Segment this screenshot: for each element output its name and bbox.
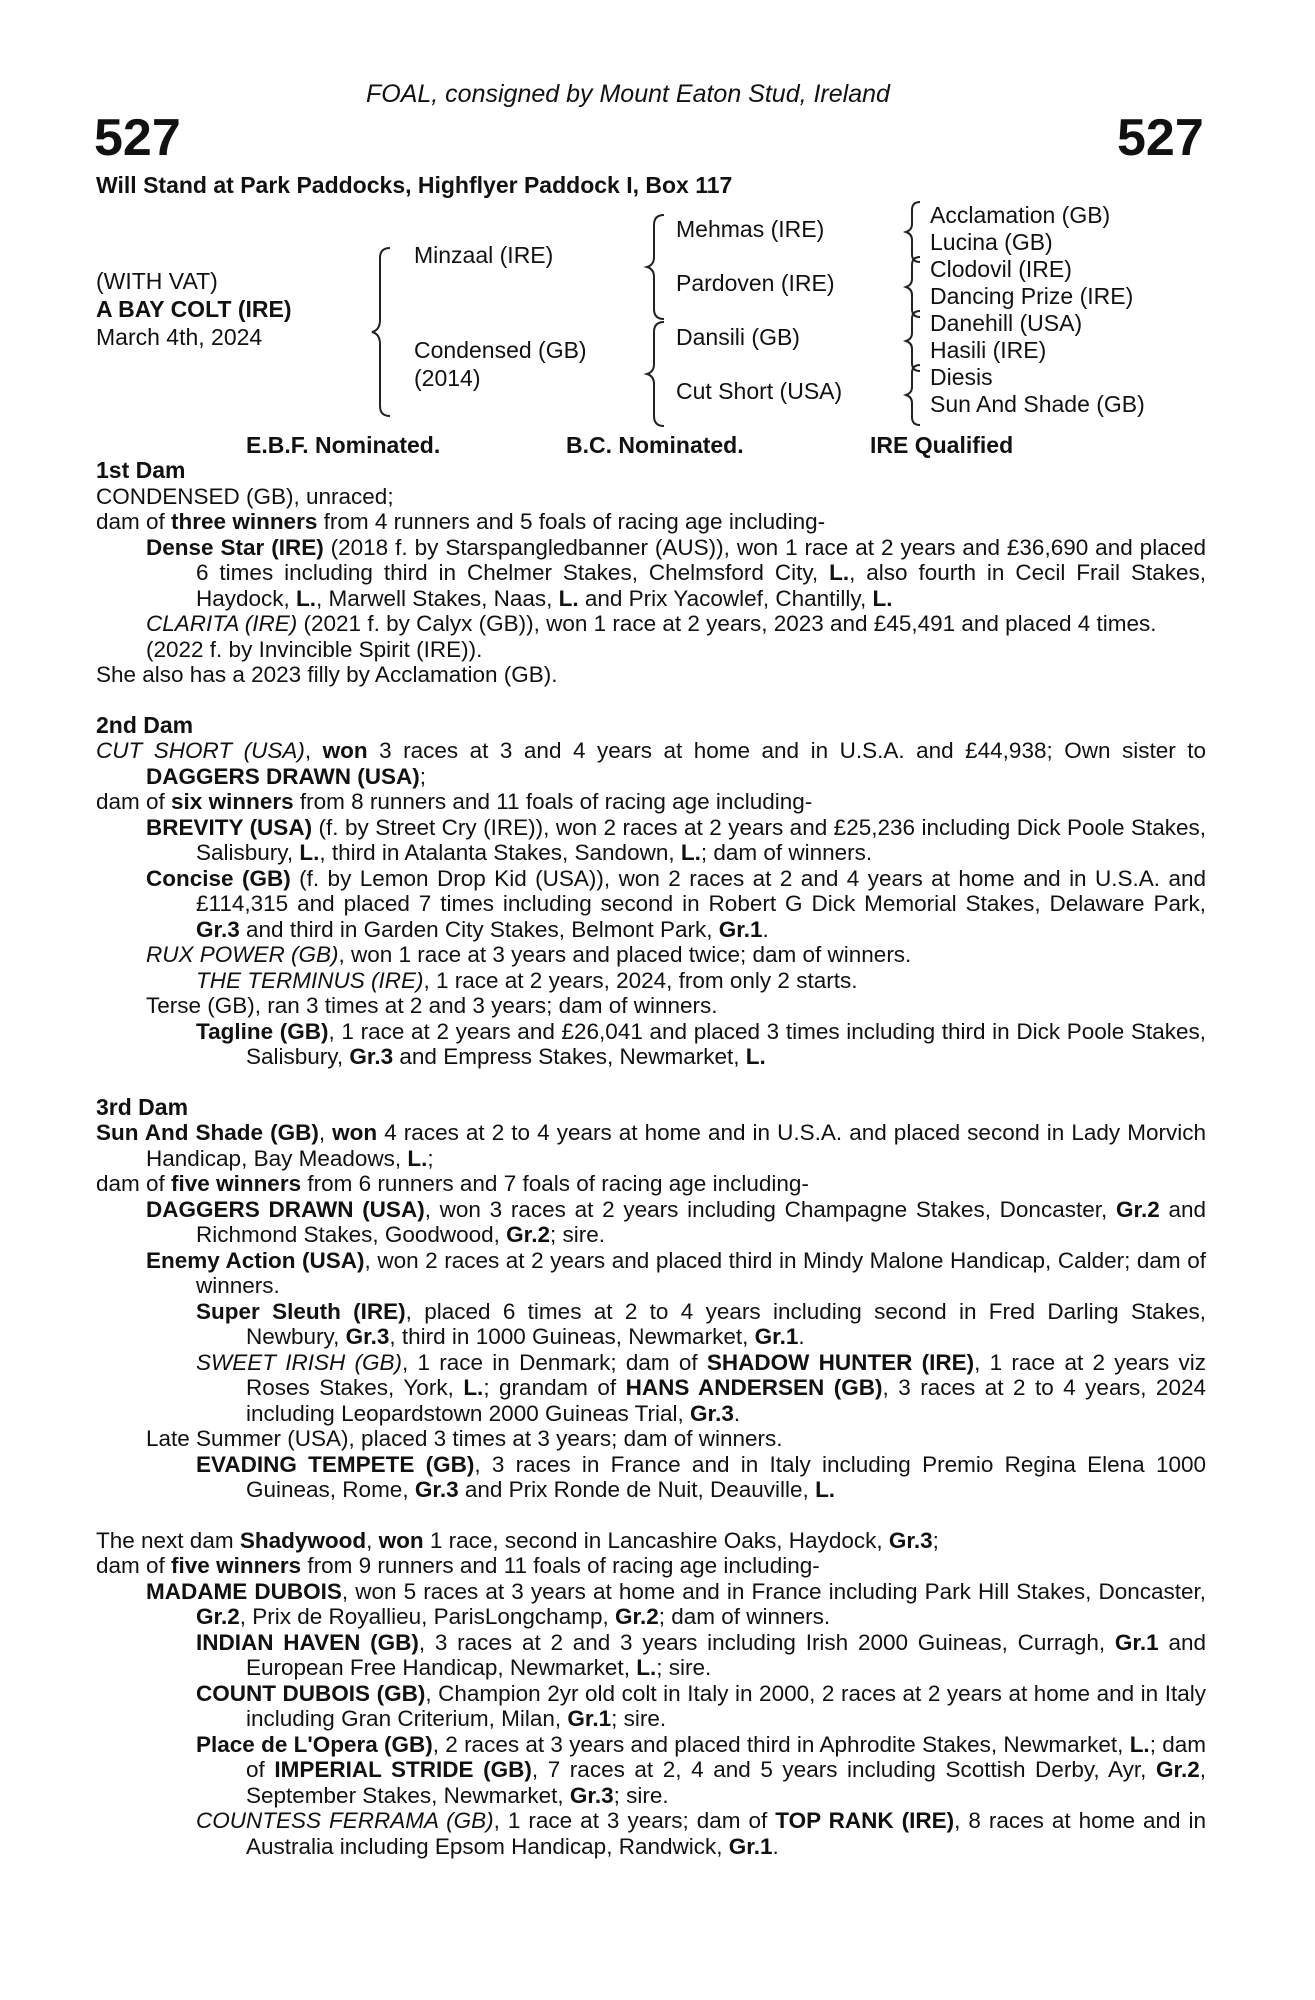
produce-brevity: BREVITY (USA) (f. by Street Cry (IRE)), won 2 races at 2 years and £25,236 including Dick Poole Stakes, Salisbury, L., third in Atalanta Stakes, Sandown, L.; dam of winners. — [146, 814, 1206, 865]
bc-nominated: B.C. Nominated. — [566, 432, 744, 458]
dam-dam: Cut Short (USA) — [676, 378, 843, 404]
produce-rux-power: RUX POWER (GB), won 1 race at 3 years and placed twice; dam of winners. — [146, 942, 912, 967]
sire-dam: Pardoven (IRE) — [676, 270, 835, 296]
ancestor-5: Danehill (USA) — [930, 310, 1083, 336]
produce-super-sleuth: Super Sleuth (IRE), placed 6 times at 2 to 4 years including second in Fred Darling Stakes, Newbury, Gr.3, third in 1000 Guineas, Newmarket, Gr.1. — [196, 1298, 1207, 1349]
ebf-nominated: E.B.F. Nominated. — [246, 432, 441, 458]
produce-2022: (2022 f. by Invincible Spirit (IRE)). — [146, 636, 483, 662]
stand-location: Will Stand at Park Paddocks, Highflyer Paddock I, Box 117 — [96, 172, 733, 198]
ancestor-8: Sun And Shade (GB) — [930, 391, 1145, 417]
next-dam-line: The next dam Shadywood, won 1 race, second in Lancashire Oaks, Haydock, Gr.3; — [96, 1527, 939, 1553]
produce-sweet-irish: SWEET IRISH (GB), 1 race in Denmark; dam of SHADOW HUNTER (IRE), 1 race at 2 years viz Roses Stakes, York, L.; grandam of HANS ANDERSEN (GB), 3 races at 2 to 4 years, 2024 including Leopardstown 2000 Guineas Trial, Gr.3. — [196, 1349, 1207, 1426]
lot-number-left: 527 — [94, 109, 181, 167]
produce-indian-haven: INDIAN HAVEN (GB), 3 races at 2 and 3 years including Irish 2000 Guineas, Curragh, Gr.1 and European Free Handicap, Newmarket, L.; sire. — [196, 1629, 1206, 1680]
lot-number-right: 527 — [1117, 109, 1204, 167]
sire-sire: Mehmas (IRE) — [676, 216, 825, 242]
third-dam-heading: 3rd Dam — [96, 1093, 189, 1120]
ancestor-1: Acclamation (GB) — [930, 202, 1111, 228]
produce-concise: Concise (GB) (f. by Lemon Drop Kid (USA)), won 2 races at 2 and 4 years at home and in U.S.A. and £114,315 and placed 7 times including second in Robert G Dick Memorial Stakes, Delaware Park, Gr.3 and third in Garden City Stakes, Belmont Park, Gr.1. — [146, 865, 1206, 942]
first-dam-also: She also has a 2023 filly by Acclamation (GB). — [96, 662, 558, 687]
produce-clarita: CLARITA (IRE) (2021 f. by Calyx (GB)), won 1 race at 2 years, 2023 and £45,491 and placed 4 times. — [146, 611, 1157, 636]
produce-the-terminus: THE TERMINUS (IRE), 1 race at 2 years, 2024, from only 2 starts. — [196, 967, 858, 993]
produce-dense-star: Dense Star (IRE) (2018 f. by Starspangledbanner (AUS)), won 1 race at 2 years and £36,690 and placed 6 times including third in Chelmer Stakes, Chelmsford City, L., also fourth in Cecil Frail Stakes, Haydock, L., Marwell Stakes, Naas, L. and Prix Yacowlef, Chantilly, L. — [146, 534, 1206, 611]
vat-label: (WITH VAT) — [96, 268, 218, 294]
ancestor-7: Diesis — [930, 364, 993, 390]
dam: Condensed (GB) — [414, 337, 587, 363]
produce-madame-dubois: MADAME DUBOIS, won 5 races at 3 years at home and in France including Park Hill Stakes, Doncaster, Gr.2, Prix de Royallieu, ParisLongchamp, Gr.2; dam of winners. — [146, 1578, 1206, 1629]
produce-place-de-lopera: Place de L'Opera (GB), 2 races at 3 years and placed third in Aphrodite Stakes, Newmarket, L.; dam of IMPERIAL STRIDE (GB), 7 races at 2, 4 and 5 years including Scottish Derby, Ayr, Gr.2, September Stakes, Newmarket, Gr.3; sire. — [196, 1731, 1206, 1808]
produce-evading-tempete: EVADING TEMPETE (GB), 3 races in France and in Italy including Premio Regina Elena 1000 Guineas, Rome, Gr.3 and Prix Ronde de Nuit, Deauville, L. — [196, 1451, 1206, 1502]
horse-name: A BAY COLT (IRE) — [96, 296, 292, 322]
second-dam-line: CUT SHORT (USA), won 3 races at 3 and 4 years at home and in U.S.A. and £44,938; Own sister to DAGGERS DRAWN (USA); — [96, 738, 1206, 789]
produce-terse: Terse (GB), ran 3 times at 2 and 3 years; dam of winners. — [146, 993, 718, 1018]
third-dam-line: Sun And Shade (GB), won 4 races at 2 to 4 years at home and in U.S.A. and placed second in Lady Morvich Handicap, Bay Meadows, L.; — [96, 1120, 1206, 1171]
dam-year: (2014) — [414, 365, 481, 391]
produce-countess-ferrama: COUNTESS FERRAMA (GB), 1 race at 3 years; dam of TOP RANK (IRE), 8 races at home and in Australia including Epsom Handicap, Randwick, Gr.1. — [196, 1808, 1206, 1859]
ancestor-4: Dancing Prize (IRE) — [930, 283, 1134, 309]
pedigree-braces — [0, 0, 1315, 430]
produce-count-dubois: COUNT DUBOIS (GB), Champion 2yr old colt in Italy in 2000, 2 races at 2 years at home and in Italy including Gran Criterium, Milan, Gr.1; sire. — [196, 1680, 1206, 1731]
first-dam-heading: 1st Dam — [96, 457, 186, 483]
third-dam-produce-line: dam of five winners from 6 runners and 7 foals of racing age including- — [96, 1171, 809, 1196]
ancestor-6: Hasili (IRE) — [930, 337, 1047, 363]
ancestor-3: Clodovil (IRE) — [930, 256, 1072, 282]
produce-late-summer: Late Summer (USA), placed 3 times at 3 years; dam of winners. — [146, 1426, 783, 1451]
sire: Minzaal (IRE) — [414, 242, 554, 268]
ancestor-2: Lucina (GB) — [930, 229, 1053, 255]
second-dam-produce-line: dam of six winners from 8 runners and 11 foals of racing age including- — [96, 789, 813, 814]
produce-daggers-drawn: DAGGERS DRAWN (USA), won 3 races at 2 years including Champagne Stakes, Doncaster, Gr.2 and Richmond Stakes, Goodwood, Gr.2; sire. — [146, 1196, 1206, 1247]
dam-sire: Dansili (GB) — [676, 324, 800, 350]
produce-enemy-action: Enemy Action (USA), won 2 races at 2 years and placed third in Mindy Malone Handicap, Calder; dam of winners. — [146, 1247, 1206, 1298]
first-dam-line: CONDENSED (GB), unraced; — [96, 483, 394, 509]
next-dam-produce-line: dam of five winners from 9 runners and 11 foals of racing age including- — [96, 1553, 820, 1578]
produce-tagline: Tagline (GB), 1 race at 2 years and £26,041 and placed 3 times including third in Dick Poole Stakes, Salisbury, Gr.3 and Empress Stakes, Newmarket, L. — [196, 1018, 1207, 1069]
ire-qualified: IRE Qualified — [870, 432, 1014, 458]
first-dam-produce-line: dam of three winners from 4 runners and 5 foals of racing age including- — [96, 509, 826, 534]
consignor-line: FOAL, consigned by Mount Eaton Stud, Ireland — [366, 80, 890, 108]
second-dam-heading: 2nd Dam — [96, 711, 194, 738]
foaling-date: March 4th, 2024 — [96, 324, 263, 350]
catalogue-body — [96, 458, 1206, 1859]
